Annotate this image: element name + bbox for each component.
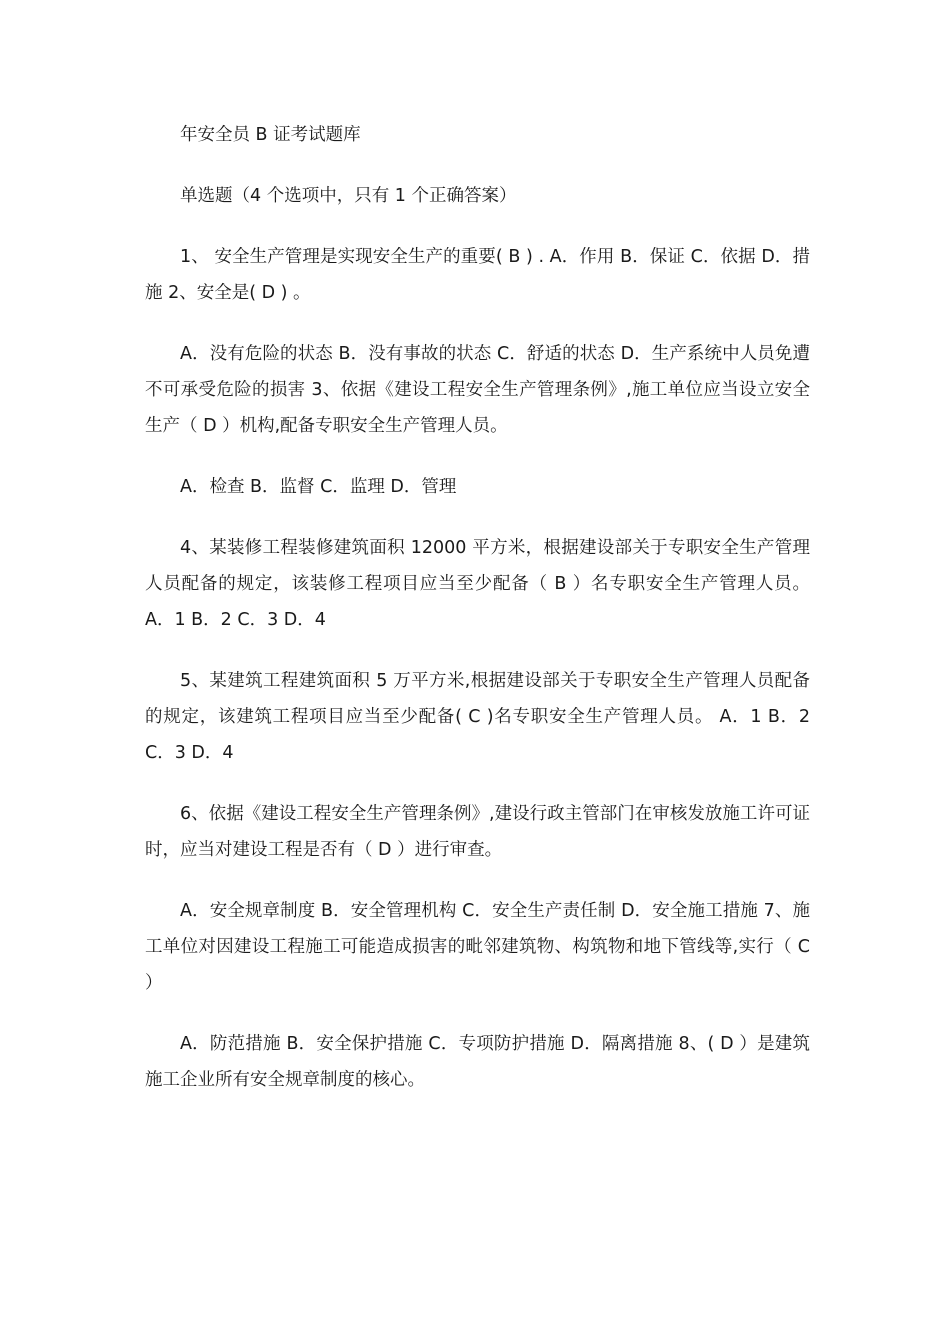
- question-paragraph: A．安全规章制度 B．安全管理机构 C．安全生产责任制 D．安全施工措施 7、施工单位对因建设工程施工可能造成损害的毗邻建筑物、构筑物和地下管线等,实行（ C ）: [145, 901, 810, 993]
- question-paragraph: 4、某装修工程装修建筑面积 12000 平方米，根据建设部关于专职安全生产管理人员配备的规定，该装修工程项目应当至少配备（ B ）名专职安全生产管理人员。 A．1 B．2 C．3 D．4: [145, 538, 810, 630]
- section-heading: 单选题（4 个选项中，只有 1 个正确答案）: [180, 186, 517, 206]
- question-paragraph: A．检查 B．监督 C．监理 D．管理: [180, 477, 457, 497]
- document-page: [145, 117, 810, 1123]
- question-paragraph: 5、某建筑工程建筑面积 5 万平方米,根据建设部关于专职安全生产管理人员配备的规定，该建筑工程项目应当至少配备( C )名专职安全生产管理人员。 A．1 B．2 C．3 D．4: [145, 671, 810, 763]
- question-paragraph: 6、依据《建设工程安全生产管理条例》,建设行政主管部门在审核发放施工许可证时，应当对建设工程是否有（ D ）进行审查。: [145, 804, 810, 860]
- question-paragraph: A．防范措施 B．安全保护措施 C．专项防护措施 D．隔离措施 8、( D ）是建筑施工企业所有安全规章制度的核心。: [145, 1034, 810, 1090]
- question-paragraph: 1、 安全生产管理是实现安全生产的重要( B ) . A．作用 B．保证 C．依据 D．措施 2、安全是( D ) 。: [145, 247, 810, 303]
- question-paragraph: A．没有危险的状态 B．没有事故的状态 C．舒适的状态 D．生产系统中人员免遭不可承受危险的损害 3、依据《建设工程安全生产管理条例》,施工单位应当设立安全生产（ D ）机构,配备专职安全生产管理人员。: [145, 344, 810, 436]
- document-title: 年安全员 B 证考试题库: [180, 125, 361, 145]
